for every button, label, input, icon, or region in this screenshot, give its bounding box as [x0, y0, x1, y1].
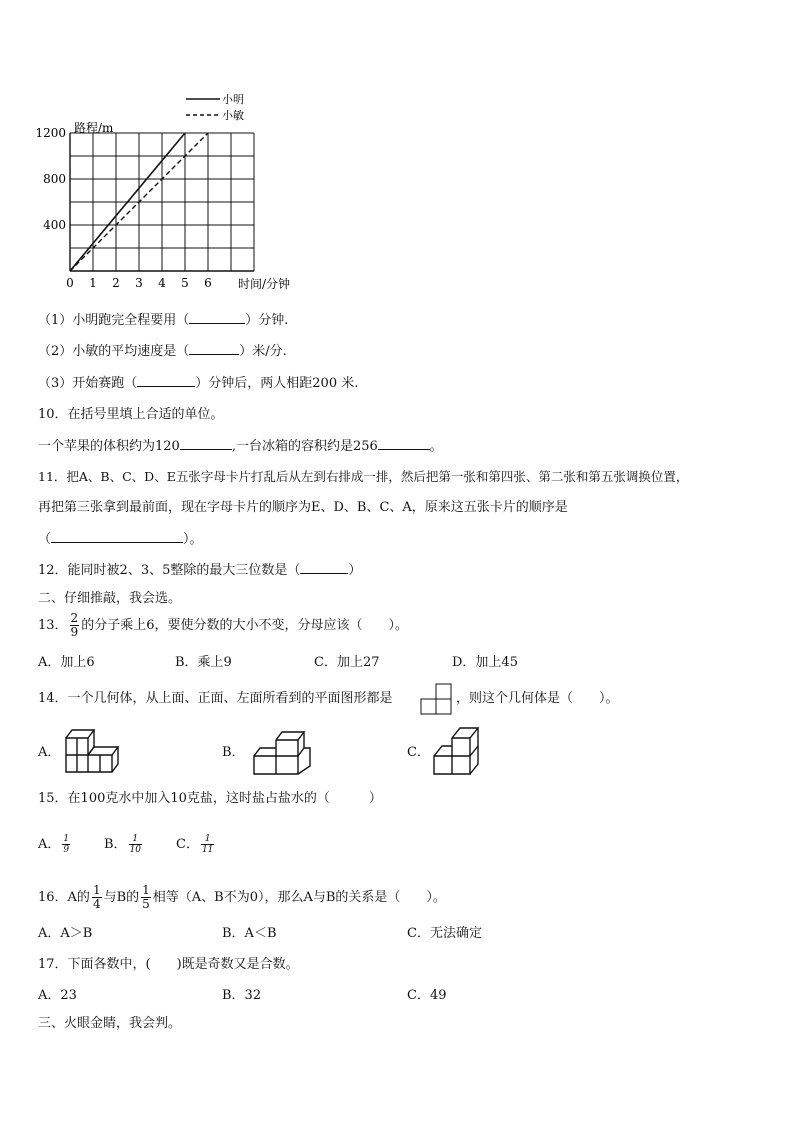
x-tick-label: 4: [158, 276, 166, 290]
x-tick-label: 3: [135, 276, 143, 290]
q16-text-2: 与B的: [103, 890, 140, 905]
chart-legend: [186, 92, 244, 122]
q15-a-numerator: 1: [63, 834, 70, 844]
q13-option-a[interactable]: A．加上6: [38, 655, 95, 670]
q13-frac-numerator: 2: [70, 611, 79, 625]
q11-open: （: [38, 532, 52, 547]
q9-sub1-text-end: ）分钟.: [245, 313, 289, 328]
q10-text-c: 。: [429, 439, 443, 454]
q11-blank[interactable]: [51, 530, 183, 543]
q13-option-d[interactable]: D．加上45: [452, 655, 518, 670]
q17-option-c[interactable]: C．49: [407, 988, 447, 1003]
q16-f2-numerator: 1: [142, 883, 150, 897]
q16-option-c[interactable]: C．无法确定: [407, 926, 482, 941]
q9-sub1: [38, 311, 288, 330]
q14-option-c[interactable]: C．: [407, 745, 430, 760]
q16-f1-numerator: 1: [92, 883, 101, 897]
x-tick-label: 5: [181, 276, 189, 290]
q12: [38, 561, 361, 580]
q9-sub3-text-end: ）分钟后，两人相距200 米.: [195, 376, 359, 391]
legend-label-xiaomin: 小敏: [222, 109, 244, 122]
q14-option-b-cubes-icon[interactable]: [250, 726, 320, 776]
q9-sub3-text: （3）开始赛跑（: [38, 376, 138, 391]
legend-label-xiaoming: 小明: [222, 93, 244, 106]
q10-text-a: 一个苹果的体积约为120: [38, 439, 180, 454]
q15-a-denominator: 9: [63, 845, 70, 855]
q17-option-a[interactable]: A．23: [38, 988, 77, 1003]
q16-f1-denominator: 4: [92, 897, 101, 911]
q12-blank[interactable]: [300, 561, 348, 574]
q16-fraction-2: [141, 884, 151, 911]
q9-sub2-text: （2）小敏的平均速度是（: [38, 344, 190, 359]
q16-text-3: 相等（A、B不为0），那么A与B的关系是（ ）。: [152, 890, 446, 905]
q13-number: 13．: [38, 618, 68, 633]
x-tick-label: 1: [89, 276, 97, 290]
y-tick-label: 800: [43, 172, 66, 186]
q9-sub2: [38, 342, 287, 361]
q14-option-a-cubes-icon[interactable]: [62, 726, 132, 776]
q14-option-c-cubes-icon[interactable]: [430, 724, 490, 776]
y-tick-label: 400: [43, 218, 66, 232]
q16-f2-denominator: 5: [142, 897, 150, 911]
q15-text: 15．在100克水中加入10克盐，这时盐占盐水的（ ）: [38, 791, 382, 806]
x-tick-label: 6: [204, 276, 212, 290]
q10-line: [38, 437, 443, 456]
q11-close: ）。: [183, 532, 203, 547]
q14-text-end: ，则这个几何体是（ ）。: [456, 691, 619, 706]
q14-option-a[interactable]: A．: [38, 745, 61, 760]
q15-c-denominator: 11: [201, 845, 214, 855]
q10-blank-2[interactable]: [378, 437, 430, 450]
q15-option-c-label: C．: [176, 837, 199, 852]
q9-sub2-text-end: ）米/分.: [239, 344, 287, 359]
q15-b-numerator: 1: [129, 834, 142, 845]
q15-option-a[interactable]: [38, 834, 72, 855]
q14-view-shape-icon: [420, 683, 454, 717]
x-tick-label: 0: [66, 276, 74, 290]
q15-option-c-fraction: [201, 834, 214, 855]
q11-line1: 11．把A、B、C、D、E五张字母卡片打乱后从左到右排成一排，然后把第一张和第四张、第二张和第五张调换位置，: [38, 469, 689, 484]
q10-blank-1[interactable]: [180, 437, 232, 450]
q13: [38, 612, 408, 639]
x-axis-label: 时间/分钟: [238, 277, 291, 291]
q15-option-a-label: A．: [38, 837, 61, 852]
chart-grid: [70, 133, 254, 271]
q17-option-b[interactable]: B．32: [222, 988, 262, 1003]
q16-fraction-1: [92, 884, 102, 911]
q15-option-a-fraction: [62, 834, 70, 855]
q14: [38, 690, 393, 708]
q15-c-numerator: 1: [201, 834, 214, 845]
q9-sub1-blank[interactable]: [189, 311, 245, 324]
q9-sub2-blank[interactable]: [189, 342, 239, 355]
q13-option-b[interactable]: B．乘上9: [175, 655, 232, 670]
q16-option-a[interactable]: A．A＞B: [38, 926, 93, 941]
q13-fraction: [70, 612, 80, 639]
section-2-heading: 二、仔细推敲，我会选。: [38, 591, 182, 606]
q16: [38, 884, 446, 911]
q11-line2: 再把第三张拿到最前面，现在字母卡片的顺序为E、D、B、C、A，原来这五张卡片的顺序是: [38, 500, 568, 515]
y-axis-label: 路程/m: [74, 121, 114, 135]
section-3-heading: 三、火眼金睛，我会判。: [38, 1016, 182, 1031]
q13-option-c[interactable]: C．加上27: [314, 655, 380, 670]
distance-time-chart: [30, 86, 350, 296]
q12-text: 12．能同时被2、3、5整除的最大三位数是（: [38, 563, 301, 578]
x-tick-label: 2: [112, 276, 120, 290]
q15-option-b-label: B．: [104, 837, 127, 852]
q14-option-b[interactable]: B．: [222, 745, 245, 760]
q15-option-b[interactable]: [104, 834, 144, 855]
q16-text-1: 16．A的: [38, 890, 90, 905]
q13-text: 的分子乘上6，要使分数的大小不变，分母应该（ ）。: [81, 618, 408, 633]
q12-text-end: ）: [348, 563, 362, 578]
q10-text-b: ,一台冰箱的容积约是256: [231, 439, 378, 454]
q14-text: 14．一个几何体，从上面、正面、左面所看到的平面图形都是: [38, 691, 393, 706]
q15-option-c[interactable]: [176, 834, 216, 855]
q9-sub1-text: （1）小明跑完全程要用（: [38, 313, 190, 328]
q10-title: 10．在括号里填上合适的单位。: [38, 407, 224, 422]
q11-line3: [38, 530, 203, 549]
q15-option-b-fraction: [129, 834, 142, 855]
y-tick-label: 1200: [35, 126, 66, 140]
q13-frac-denominator: 9: [70, 625, 79, 639]
q15-b-denominator: 10: [129, 845, 142, 855]
q9-sub3: [38, 374, 358, 393]
q16-option-b[interactable]: B．A＜B: [222, 926, 277, 941]
q9-sub3-blank[interactable]: [137, 374, 195, 387]
q17-text: 17．下面各数中，( )既是奇数又是合数。: [38, 957, 299, 972]
